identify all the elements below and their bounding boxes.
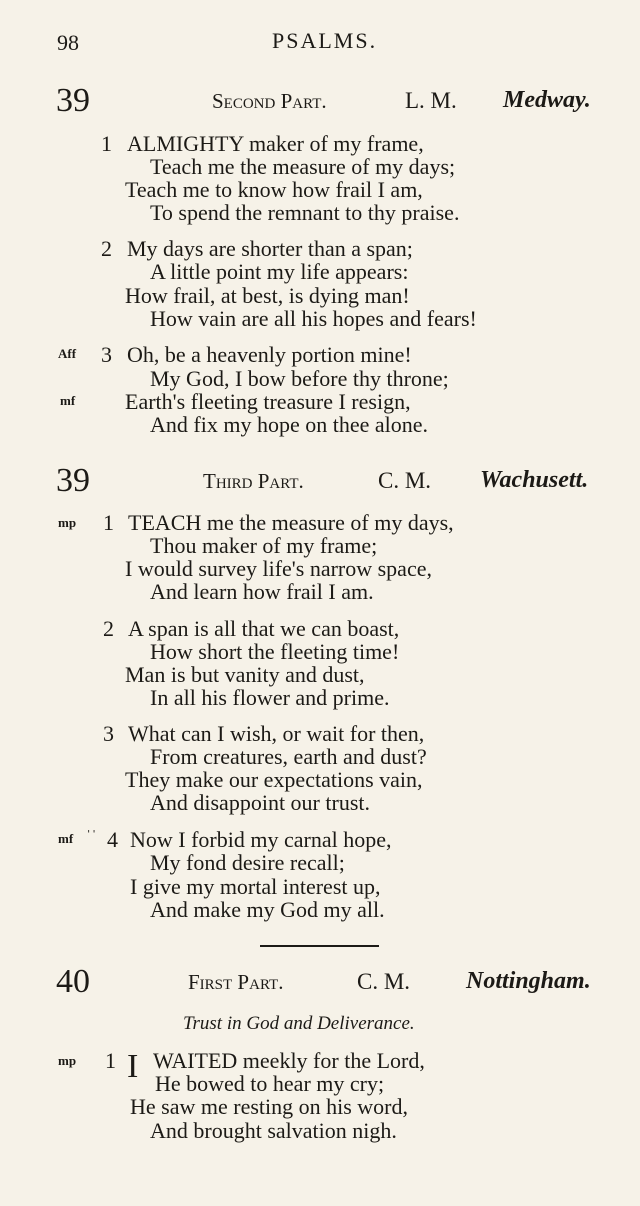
verse-line: Thou maker of my frame; [150,533,378,558]
verse-number: 3 [101,342,112,367]
verse-number: 4 [107,827,118,852]
dynamic-marking: mf [58,831,74,846]
verse-line: What can I wish, or wait for then, [128,721,425,746]
verse-line: Now I forbid my carnal hope, [130,827,392,852]
verse-line: How short the fleeting time! [150,639,400,664]
verse-line: To spend the remnant to thy praise. [150,200,460,225]
verse-line: Man is but vanity and dust, [125,662,365,687]
verse-number: 2 [103,616,114,641]
verse-line: TEACH me the measure of my days, [128,510,454,535]
verse-line: And fix my hope on thee alone. [150,412,428,437]
dynamic-marking: mp [58,1053,77,1068]
verse-line: He bowed to hear my cry; [155,1071,385,1096]
part-heading: First Part. [188,970,284,994]
section-rule [260,945,379,947]
verse-line: And learn how frail I am. [150,579,374,604]
dynamic-marking: mf [60,393,76,408]
meter: C. M. [357,969,411,994]
verse-line: I give my mortal interest up, [130,874,381,899]
verse-line: A little point my life appears: [150,259,409,284]
verse-number: 2 [101,236,112,261]
dynamic-marking: mp [58,515,77,530]
verse-line: He saw me resting on his word, [130,1094,409,1119]
verse-line: How frail, at best, is dying man! [125,283,410,308]
page-number: 98 [57,30,79,55]
verse-line: They make our expectations vain, [125,767,423,792]
verse-number: 1 [101,131,112,156]
verse-line: Teach me the measure of my days; [150,154,456,179]
verse-line: From creatures, earth and dust? [150,744,427,769]
part-heading: Third Part. [203,469,304,493]
verse-line: I would survey life's narrow space, [125,556,432,581]
verse-number: 1 [105,1048,116,1073]
hymn-number: 39 [56,462,90,499]
drop-cap: I [127,1048,139,1085]
meter: L. M. [405,88,457,113]
verse-line: WAITED meekly for the Lord, [153,1048,425,1073]
tune-name: Nottingham. [466,968,591,994]
verse-line: A span is all that we can boast, [128,616,400,641]
verse-line: ALMIGHTY maker of my frame, [127,131,424,156]
dynamic-marking: Aff [58,346,77,361]
tune-name: Medway. [503,87,591,113]
verse-line: How vain are all his hopes and fears! [150,306,477,331]
verse-line: In all his flower and prime. [150,685,390,710]
verse-line: And disappoint our trust. [150,790,370,815]
verse-number: 3 [103,721,114,746]
hymn-number: 40 [56,963,90,1000]
verse-line: And make my God my all. [150,897,385,922]
verse-line: My days are shorter than a span; [127,236,413,261]
hymn-number: 39 [56,82,90,119]
hymn-subtitle: Trust in God and Deliverance. [183,1013,415,1034]
verse-line: And brought salvation nigh. [150,1118,397,1143]
verse-number: 1 [103,510,114,535]
verse-line: Teach me to know how frail I am, [125,177,423,202]
running-head: PSALMS. [272,28,378,53]
verse-line: My God, I bow before thy throne; [150,366,449,391]
verse-line: Oh, be a heavenly portion mine! [127,342,412,367]
verse-line: My fond desire recall; [150,850,345,875]
tune-name: Wachusett. [480,467,589,493]
breath-mark: ˈˈ [86,828,97,845]
meter: C. M. [378,468,432,493]
verse-line: Earth's fleeting treasure I resign, [125,389,411,414]
part-heading: Second Part. [212,89,327,113]
